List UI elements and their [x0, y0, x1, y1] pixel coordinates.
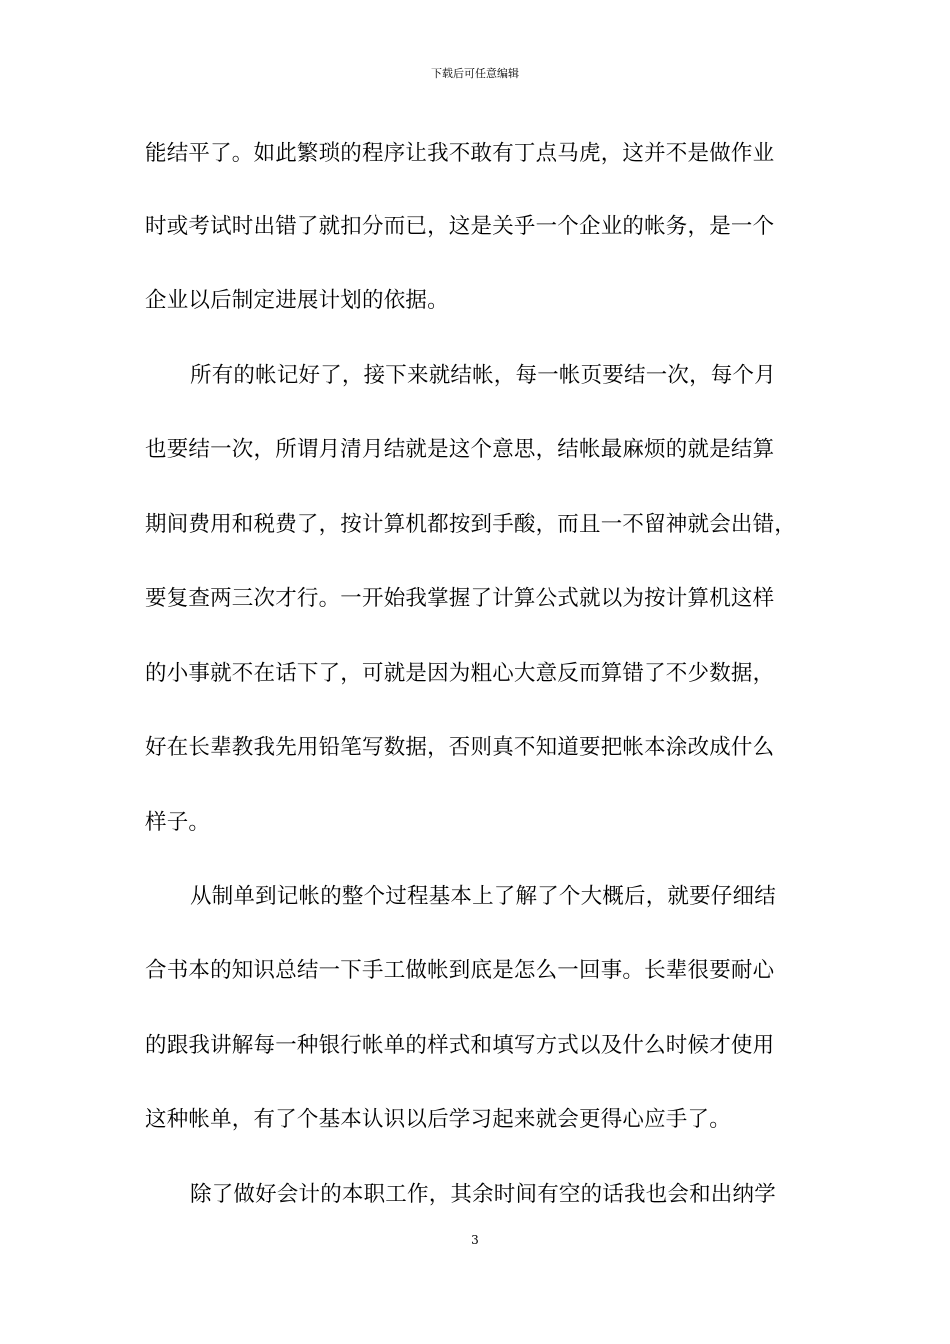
page-header: 下载后可任意编辑 [431, 67, 519, 80]
paragraph-first-line: 从制单到记帐的整个过程基本上了解了个大概后，就要仔细结 [190, 884, 776, 909]
body-line: 这种帐单，有了个基本认识以后学习起来就会更得心应手了。 [145, 1107, 731, 1132]
page-number: 3 [471, 1233, 479, 1247]
body-line: 时或考试时出错了就扣分而已，这是关乎一个企业的帐务，是一个 [145, 214, 775, 239]
paragraph-first-line: 除了做好会计的本职工作，其余时间有空的话我也会和出纳学 [190, 1182, 776, 1207]
body-line: 要复查两三次才行。一开始我掌握了计算公式就以为按计算机这样 [145, 586, 775, 611]
body-line: 能结平了。如此繁琐的程序让我不敢有丁点马虎，这并不是做作业 [145, 141, 775, 166]
body-line: 的跟我讲解每一种银行帐单的样式和填写方式以及什么时候才使用 [145, 1033, 775, 1058]
body-line: 企业以后制定进展计划的依据。 [145, 288, 449, 313]
body-line: 期间费用和税费了，按计算机都按到手酸，而且一不留神就会出错， [145, 512, 797, 537]
body-line: 合书本的知识总结一下手工做帐到底是怎么一回事。长辈很要耐心 [145, 958, 775, 983]
body-line: 也要结一次，所谓月清月结就是这个意思，结帐最麻烦的就是结算 [145, 437, 775, 462]
body-line: 好在长辈教我先用铅笔写数据，否则真不知道要把帐本涂改成什么 [145, 735, 775, 760]
body-line: 的小事就不在话下了，可就是因为粗心大意反而算错了不少数据， [145, 661, 775, 686]
body-line: 样子。 [145, 810, 211, 835]
paragraph-first-line: 所有的帐记好了，接下来就结帐，每一帐页要结一次，每个月 [190, 363, 776, 388]
